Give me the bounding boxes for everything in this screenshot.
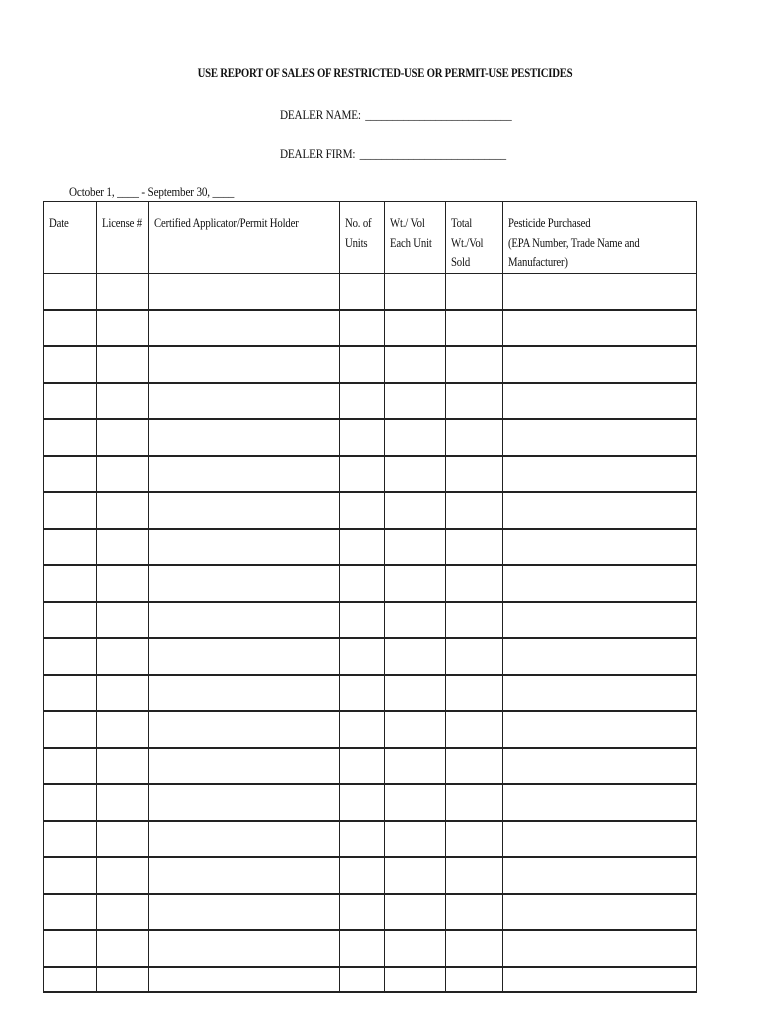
cell-total-sold[interactable] [446, 346, 503, 383]
header-line: Date [49, 216, 69, 230]
cell-applicator[interactable] [149, 419, 340, 456]
cell-weight-each[interactable] [385, 456, 446, 493]
column-header-pesticide [503, 202, 697, 274]
table-row [44, 675, 697, 712]
cell-license[interactable] [97, 894, 149, 931]
header-line: (EPA Number, Trade Name and [508, 235, 640, 250]
cell-weight-each[interactable] [385, 821, 446, 858]
cell-applicator[interactable] [149, 638, 340, 675]
cell-pesticide[interactable] [503, 894, 697, 931]
dealer-firm-label: DEALER FIRM: [280, 146, 356, 161]
column-header-applicator [149, 202, 340, 274]
header-line: Certified Applicator/Permit Holder [154, 216, 299, 230]
cell-units[interactable] [340, 930, 385, 967]
cell-date[interactable] [44, 383, 97, 420]
cell-units[interactable] [340, 492, 385, 529]
table-row [44, 967, 697, 992]
cell-applicator[interactable] [149, 857, 340, 894]
cell-weight-each[interactable] [385, 346, 446, 383]
table-row [44, 821, 697, 858]
header-line: License # [102, 216, 142, 230]
cell-applicator[interactable] [149, 456, 340, 493]
cell-date[interactable] [44, 967, 97, 992]
cell-weight-each[interactable] [385, 675, 446, 712]
cell-weight-each[interactable] [385, 419, 446, 456]
cell-date[interactable] [44, 894, 97, 931]
cell-applicator[interactable] [149, 346, 340, 383]
cell-total-sold[interactable] [446, 821, 503, 858]
cell-date[interactable] [44, 565, 97, 602]
table-row [44, 274, 697, 310]
header-line: No. of [345, 216, 372, 230]
table-row [44, 310, 697, 347]
cell-pesticide[interactable] [503, 310, 697, 347]
cell-pesticide[interactable] [503, 346, 697, 383]
header-line: Sold [451, 255, 471, 269]
cell-applicator[interactable] [149, 310, 340, 347]
cell-license[interactable] [97, 492, 149, 529]
cell-total-sold[interactable] [446, 675, 503, 712]
cell-total-sold[interactable] [446, 529, 503, 566]
cell-pesticide[interactable] [503, 492, 697, 529]
cell-weight-each[interactable] [385, 748, 446, 785]
cell-total-sold[interactable] [446, 274, 503, 310]
column-header-license [97, 202, 149, 274]
cell-units[interactable] [340, 638, 385, 675]
cell-date[interactable] [44, 675, 97, 712]
cell-applicator[interactable] [149, 894, 340, 931]
cell-applicator[interactable] [149, 529, 340, 566]
cell-weight-each[interactable] [385, 711, 446, 748]
dealer-name-line [280, 107, 512, 123]
cell-pesticide[interactable] [503, 857, 697, 894]
table-row [44, 565, 697, 602]
cell-units[interactable] [340, 274, 385, 310]
cell-applicator[interactable] [149, 675, 340, 712]
cell-license[interactable] [97, 419, 149, 456]
cell-date[interactable] [44, 456, 97, 493]
cell-license[interactable] [97, 565, 149, 602]
cell-pesticide[interactable] [503, 456, 697, 493]
cell-applicator[interactable] [149, 967, 340, 992]
cell-weight-each[interactable] [385, 967, 446, 992]
cell-date[interactable] [44, 346, 97, 383]
table-row [44, 419, 697, 456]
cell-units[interactable] [340, 419, 385, 456]
table-row [44, 529, 697, 566]
cell-total-sold[interactable] [446, 638, 503, 675]
column-header-units [340, 202, 385, 274]
cell-pesticide[interactable] [503, 419, 697, 456]
cell-total-sold[interactable] [446, 456, 503, 493]
cell-date[interactable] [44, 419, 97, 456]
cell-weight-each[interactable] [385, 383, 446, 420]
cell-date[interactable] [44, 711, 97, 748]
cell-license[interactable] [97, 821, 149, 858]
cell-license[interactable] [97, 456, 149, 493]
table-row [44, 857, 697, 894]
cell-units[interactable] [340, 967, 385, 992]
cell-pesticide[interactable] [503, 821, 697, 858]
cell-total-sold[interactable] [446, 565, 503, 602]
table-row [44, 346, 697, 383]
cell-pesticide[interactable] [503, 748, 697, 785]
header-line: Total [451, 216, 473, 230]
cell-license[interactable] [97, 930, 149, 967]
cell-total-sold[interactable] [446, 784, 503, 821]
cell-units[interactable] [340, 346, 385, 383]
header-line: Wt./ Vol [390, 216, 425, 230]
cell-pesticide[interactable] [503, 711, 697, 748]
cell-date[interactable] [44, 857, 97, 894]
cell-date[interactable] [44, 930, 97, 967]
table-row [44, 602, 697, 639]
report-title: USE REPORT OF SALES OF RESTRICTED-USE OR PERMIT-USE PESTICIDES [197, 66, 573, 80]
cell-pesticide[interactable] [503, 602, 697, 639]
cell-applicator[interactable] [149, 711, 340, 748]
cell-pesticide[interactable] [503, 638, 697, 675]
cell-units[interactable] [340, 565, 385, 602]
cell-applicator[interactable] [149, 748, 340, 785]
cell-units[interactable] [340, 821, 385, 858]
sales-log-table [43, 201, 697, 993]
column-header-weight-each [385, 202, 446, 274]
column-header-date [44, 202, 97, 274]
cell-pesticide[interactable] [503, 274, 697, 310]
cell-license[interactable] [97, 748, 149, 785]
cell-license[interactable] [97, 346, 149, 383]
cell-weight-each[interactable] [385, 310, 446, 347]
cell-total-sold[interactable] [446, 602, 503, 639]
cell-pesticide[interactable] [503, 675, 697, 712]
cell-license[interactable] [97, 310, 149, 347]
table-row [44, 492, 697, 529]
cell-pesticide[interactable] [503, 784, 697, 821]
cell-weight-each[interactable] [385, 565, 446, 602]
cell-license[interactable] [97, 967, 149, 992]
cell-weight-each[interactable] [385, 529, 446, 566]
cell-license[interactable] [97, 529, 149, 566]
cell-units[interactable] [340, 675, 385, 712]
cell-pesticide[interactable] [503, 565, 697, 602]
table-row [44, 711, 697, 748]
cell-pesticide[interactable] [503, 930, 697, 967]
table-row [44, 930, 697, 967]
cell-date[interactable] [44, 310, 97, 347]
cell-license[interactable] [97, 711, 149, 748]
cell-license[interactable] [97, 675, 149, 712]
cell-units[interactable] [340, 529, 385, 566]
cell-license[interactable] [97, 602, 149, 639]
cell-units[interactable] [340, 383, 385, 420]
cell-license[interactable] [97, 638, 149, 675]
cell-date[interactable] [44, 529, 97, 566]
cell-pesticide[interactable] [503, 383, 697, 420]
table-row [44, 456, 697, 493]
cell-total-sold[interactable] [446, 419, 503, 456]
cell-weight-each[interactable] [385, 784, 446, 821]
cell-license[interactable] [97, 383, 149, 420]
cell-weight-each[interactable] [385, 930, 446, 967]
cell-total-sold[interactable] [446, 310, 503, 347]
cell-units[interactable] [340, 602, 385, 639]
cell-applicator[interactable] [149, 821, 340, 858]
cell-weight-each[interactable] [385, 602, 446, 639]
cell-total-sold[interactable] [446, 930, 503, 967]
cell-total-sold[interactable] [446, 711, 503, 748]
reporting-period: October 1, ____ - September 30, ____ [69, 184, 235, 199]
table-row [44, 784, 697, 821]
table-row [44, 894, 697, 931]
table-row [44, 638, 697, 675]
cell-date[interactable] [44, 748, 97, 785]
cell-units[interactable] [340, 748, 385, 785]
header-line: Each Unit [390, 235, 432, 250]
header-line: Units [345, 235, 368, 250]
cell-weight-each[interactable] [385, 492, 446, 529]
dealer-name-field[interactable]: ___________________________ [365, 107, 512, 122]
cell-total-sold[interactable] [446, 857, 503, 894]
table-header-row [44, 202, 697, 274]
dealer-firm-line [280, 146, 506, 162]
cell-units[interactable] [340, 456, 385, 493]
cell-total-sold[interactable] [446, 492, 503, 529]
cell-applicator[interactable] [149, 565, 340, 602]
cell-weight-each[interactable] [385, 894, 446, 931]
cell-date[interactable] [44, 821, 97, 858]
cell-applicator[interactable] [149, 492, 340, 529]
cell-units[interactable] [340, 894, 385, 931]
cell-applicator[interactable] [149, 274, 340, 310]
cell-applicator[interactable] [149, 784, 340, 821]
cell-units[interactable] [340, 310, 385, 347]
dealer-firm-field[interactable]: ___________________________ [359, 146, 506, 161]
cell-license[interactable] [97, 784, 149, 821]
cell-total-sold[interactable] [446, 748, 503, 785]
table-row [44, 383, 697, 420]
dealer-name-label: DEALER NAME: [280, 107, 361, 122]
cell-total-sold[interactable] [446, 894, 503, 931]
cell-weight-each[interactable] [385, 857, 446, 894]
cell-weight-each[interactable] [385, 274, 446, 310]
cell-applicator[interactable] [149, 602, 340, 639]
cell-units[interactable] [340, 857, 385, 894]
header-line: Manufacturer) [508, 255, 568, 269]
cell-date[interactable] [44, 274, 97, 310]
cell-pesticide[interactable] [503, 529, 697, 566]
table-body [44, 274, 697, 992]
cell-weight-each[interactable] [385, 638, 446, 675]
cell-license[interactable] [97, 857, 149, 894]
column-header-total-sold [446, 202, 503, 274]
cell-date[interactable] [44, 602, 97, 639]
cell-date[interactable] [44, 784, 97, 821]
table-row [44, 748, 697, 785]
cell-total-sold[interactable] [446, 967, 503, 992]
header-line: Pesticide Purchased [508, 216, 591, 230]
cell-applicator[interactable] [149, 930, 340, 967]
cell-date[interactable] [44, 492, 97, 529]
cell-pesticide[interactable] [503, 967, 697, 992]
cell-total-sold[interactable] [446, 383, 503, 420]
header-line: Wt./Vol [451, 235, 484, 250]
cell-license[interactable] [97, 274, 149, 310]
cell-date[interactable] [44, 638, 97, 675]
cell-units[interactable] [340, 784, 385, 821]
cell-units[interactable] [340, 711, 385, 748]
cell-applicator[interactable] [149, 383, 340, 420]
